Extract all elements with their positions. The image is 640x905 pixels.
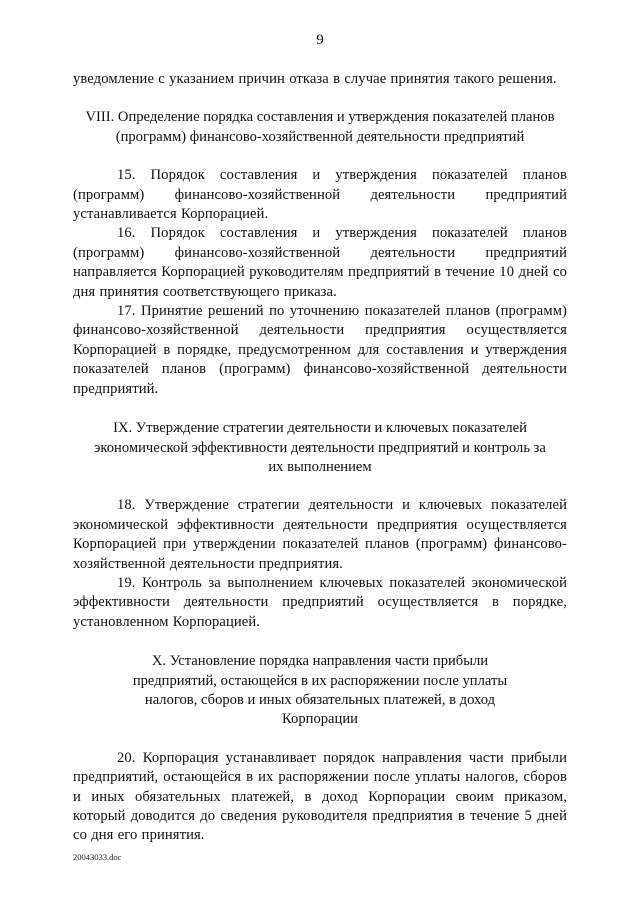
section-heading-ix: IX. Утверждение стратегии деятельности и ключевых показателей экономической эффективности деятельности предприятий и контроль за их выполнением (94, 420, 546, 475)
continuation-paragraph: уведомление с указанием причин отказа в случае принятия такого решения. (73, 71, 557, 87)
section-heading-x: X. Установление порядка направления части прибыли предприятий, остающейся в их распоряжении после уплаты налогов, сборов и иных обязательных платежей, в доход Корпорации (132, 653, 508, 728)
paragraph-15: 15. Порядок составления и утверждения показателей планов (программ) финансово-хозяйственной деятельности предприятий устанавливается Корпорацией. (73, 167, 567, 223)
paragraph-16: 16. Порядок составления и утверждения показателей планов (программ) финансово-хозяйственной деятельности предприятий направляется Корпорацией руководителям предприятий в течение 10 дней со дня принятия соответствующего приказа. (73, 225, 567, 300)
section-heading-viii: VIII. Определение порядка составления и утверждения показателей планов (программ) финансово-хозяйственной деятельности предприятий (85, 109, 555, 145)
paragraph-19: 19. Контроль за выполнением ключевых показателей экономической эффективности деятельности предприятий осуществляется в порядке, установленном Корпорацией. (73, 574, 567, 630)
paragraph-20: 20. Корпорация устанавливает порядок направления части прибыли предприятий, остающейся в их распоряжении после уплаты налогов, сборов и иных обязательных платежей, в доход Корпорации своим приказом, который доводится до сведения руководителя предприятия в течение 5 дней со дня его принятия. (73, 749, 567, 844)
section-x (73, 652, 567, 846)
footer-filename: 20043033.doc (73, 852, 122, 862)
paragraph-17: 17. Принятие решений по уточнению показателей планов (программ) финансово-хозяйственной деятельности предприятия осуществляется Корпорацией в порядке, предусмотренном для составления и утверждения показателей планов (программ) финансово-хозяйственной деятельности предприятий. (73, 303, 567, 397)
page-number: 9 (316, 32, 324, 48)
section-viii (73, 108, 567, 399)
document-body (73, 70, 567, 846)
paragraph-18: 18. Утверждение стратегии деятельности и ключевых показателей экономической эффективности деятельности предприятия осуществляется Корпорацией при утверждении показателей планов (программ) финансово-хозяйственной деятельности предприятия. (73, 497, 567, 572)
section-ix (73, 419, 567, 632)
